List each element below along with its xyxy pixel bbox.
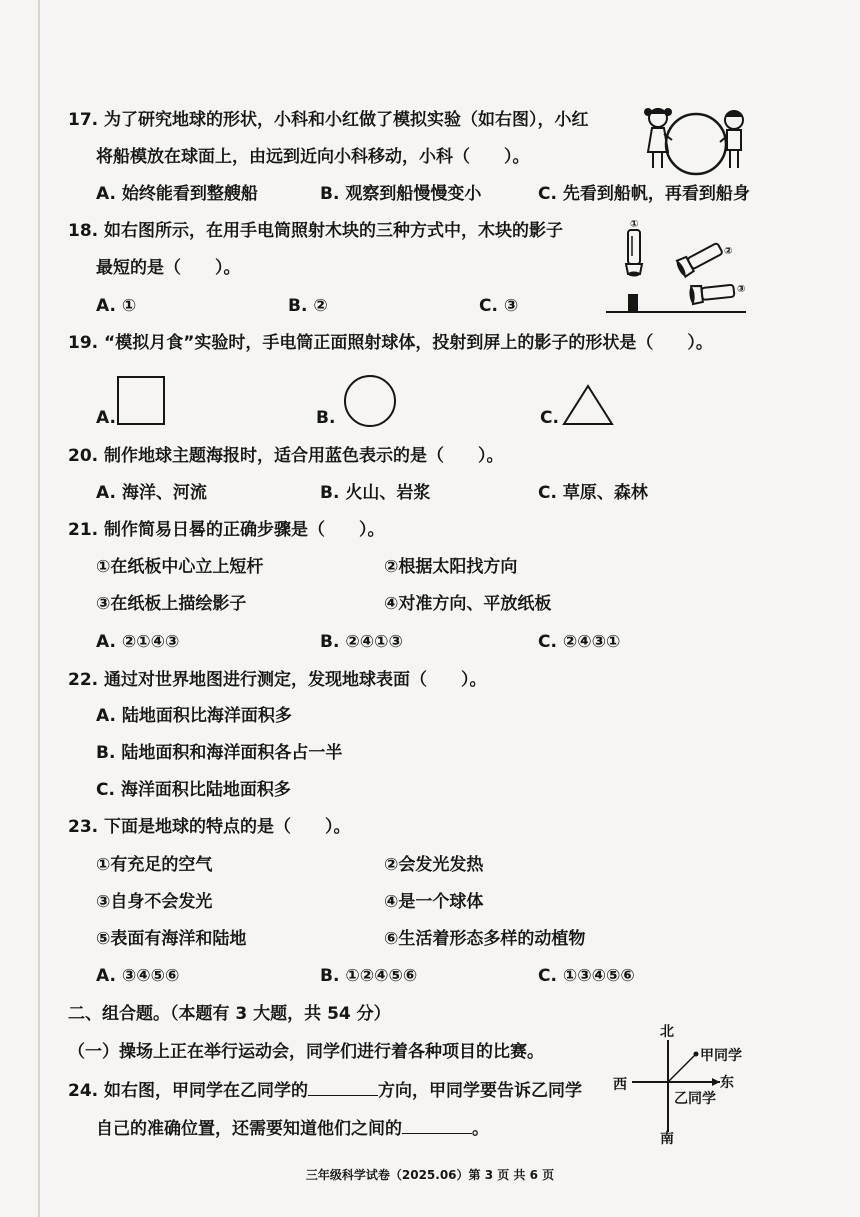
q18-figure (606, 216, 751, 320)
q23-option-b[interactable]: B. ①②④⑤⑥ (320, 966, 418, 986)
q18-option-c[interactable]: C. ③ (479, 296, 519, 316)
q20-option-a[interactable]: A. 海洋、河流 (96, 483, 207, 503)
q24-text-1: 24. 如右图，甲同学在乙同学的 (68, 1081, 309, 1101)
compass-east: 东 (720, 1075, 734, 1091)
q23-item-4: ④是一个球体 (384, 892, 484, 912)
q18-option-b[interactable]: B. ② (288, 296, 328, 316)
section2-title: 二、组合题。（本题有 3 大题，共 54 分） (68, 1004, 391, 1024)
q20-option-c[interactable]: C. 草原、森林 (538, 483, 648, 503)
q22-option-b[interactable]: B. 陆地面积和海洋面积各占一半 (96, 743, 343, 763)
q19-option-a[interactable]: A. (96, 408, 116, 428)
q22-option-c[interactable]: C. 海洋面积比陆地面积多 (96, 780, 291, 800)
q21-option-a[interactable]: A. ②①④③ (96, 632, 180, 652)
q23-option-a[interactable]: A. ③④⑤⑥ (96, 966, 180, 986)
q23-item-2: ②会发光发热 (384, 855, 484, 875)
q19-stem: 19. “模拟月食”实验时，手电筒正面照射球体，投射到屏上的影子的形状是（ ）。 (68, 333, 713, 353)
q24-blank-1[interactable] (308, 1077, 378, 1096)
q18-option-a[interactable]: A. ① (96, 296, 137, 316)
q17-stem-line1: 17. 为了研究地球的形状，小科和小红做了模拟实验（如右图），小红 (68, 110, 589, 130)
q20-stem: 20. 制作地球主题海报时，适合用蓝色表示的是（ ）。 (68, 446, 504, 466)
flashlight-1-icon (626, 230, 642, 277)
triangle-shape (562, 384, 614, 426)
q19-option-b[interactable]: B. (316, 408, 336, 428)
student-yi-label: 乙同学 (674, 1091, 716, 1107)
page-edge (38, 0, 40, 1217)
q17-option-a[interactable]: A. 始终能看到整艘船 (96, 184, 258, 204)
q19-option-c[interactable]: C. (540, 408, 559, 428)
q24-line2 (96, 1115, 489, 1141)
q22-option-a[interactable]: A. 陆地面积比海洋面积多 (96, 706, 292, 726)
q24-text-2: 方向，甲同学要告诉乙同学 (378, 1081, 583, 1101)
q23-stem: 23. 下面是地球的特点的是（ ）。 (68, 817, 351, 837)
flashlight-3-icon (689, 282, 735, 305)
section2-sub1: （一）操场上正在举行运动会，同学们进行着各种项目的比赛。 (68, 1042, 544, 1062)
q17-option-b[interactable]: B. 观察到船慢慢变小 (320, 184, 482, 204)
q21-step-4: ④对准方向、平放纸板 (384, 594, 552, 614)
q24-line1 (68, 1077, 582, 1103)
q21-stem: 21. 制作简易日晷的正确步骤是（ ）。 (68, 520, 385, 540)
q21-step-1: ①在纸板中心立上短杆 (96, 557, 264, 577)
q23-item-1: ①有充足的空气 (96, 855, 213, 875)
q24-text-3: 自己的准确位置，还需要知道他们之间的 (96, 1119, 402, 1139)
q21-option-c[interactable]: C. ②④③① (538, 632, 621, 652)
q17-figure (640, 100, 750, 180)
q17-stem-line2: 将船模放在球面上，由远到近向小科移动，小科（ ）。 (96, 147, 530, 167)
label-3: ③ (737, 284, 746, 295)
compass-north: 北 (660, 1024, 674, 1040)
wood-block (628, 294, 638, 312)
q17-option-c[interactable]: C. 先看到船帆，再看到船身 (538, 184, 750, 204)
label-1: ① (630, 219, 639, 230)
q20-option-b[interactable]: B. 火山、岩浆 (320, 483, 431, 503)
q18-stem-line2: 最短的是（ ）。 (96, 258, 241, 278)
label-2: ② (724, 246, 733, 257)
q21-option-b[interactable]: B. ②④①③ (320, 632, 403, 652)
page-footer: 三年级科学试卷（2025.06）第 3 页 共 6 页 (305, 1168, 555, 1182)
q24-blank-2[interactable] (402, 1115, 472, 1134)
circle-shape (343, 374, 397, 428)
q23-option-c[interactable]: C. ①③④⑤⑥ (538, 966, 635, 986)
q23-item-5: ⑤表面有海洋和陆地 (96, 929, 247, 949)
q23-item-3: ③自身不会发光 (96, 892, 213, 912)
q21-step-2: ②根据太阳找方向 (384, 557, 518, 577)
compass-south: 南 (660, 1131, 674, 1147)
q18-stem-line1: 18. 如右图所示，在用手电筒照射木块的三种方式中，木块的影子 (68, 221, 564, 241)
square-shape (117, 376, 165, 426)
q22-stem: 22. 通过对世界地图进行测定，发现地球表面（ ）。 (68, 670, 487, 690)
compass-west: 西 (613, 1077, 627, 1093)
student-jia-label: 甲同学 (700, 1048, 742, 1064)
flashlight-2-icon (675, 240, 725, 278)
q24-text-4: 。 (472, 1119, 489, 1139)
q23-item-6: ⑥生活着形态多样的动植物 (384, 929, 586, 949)
q21-step-3: ③在纸板上描绘影子 (96, 594, 247, 614)
